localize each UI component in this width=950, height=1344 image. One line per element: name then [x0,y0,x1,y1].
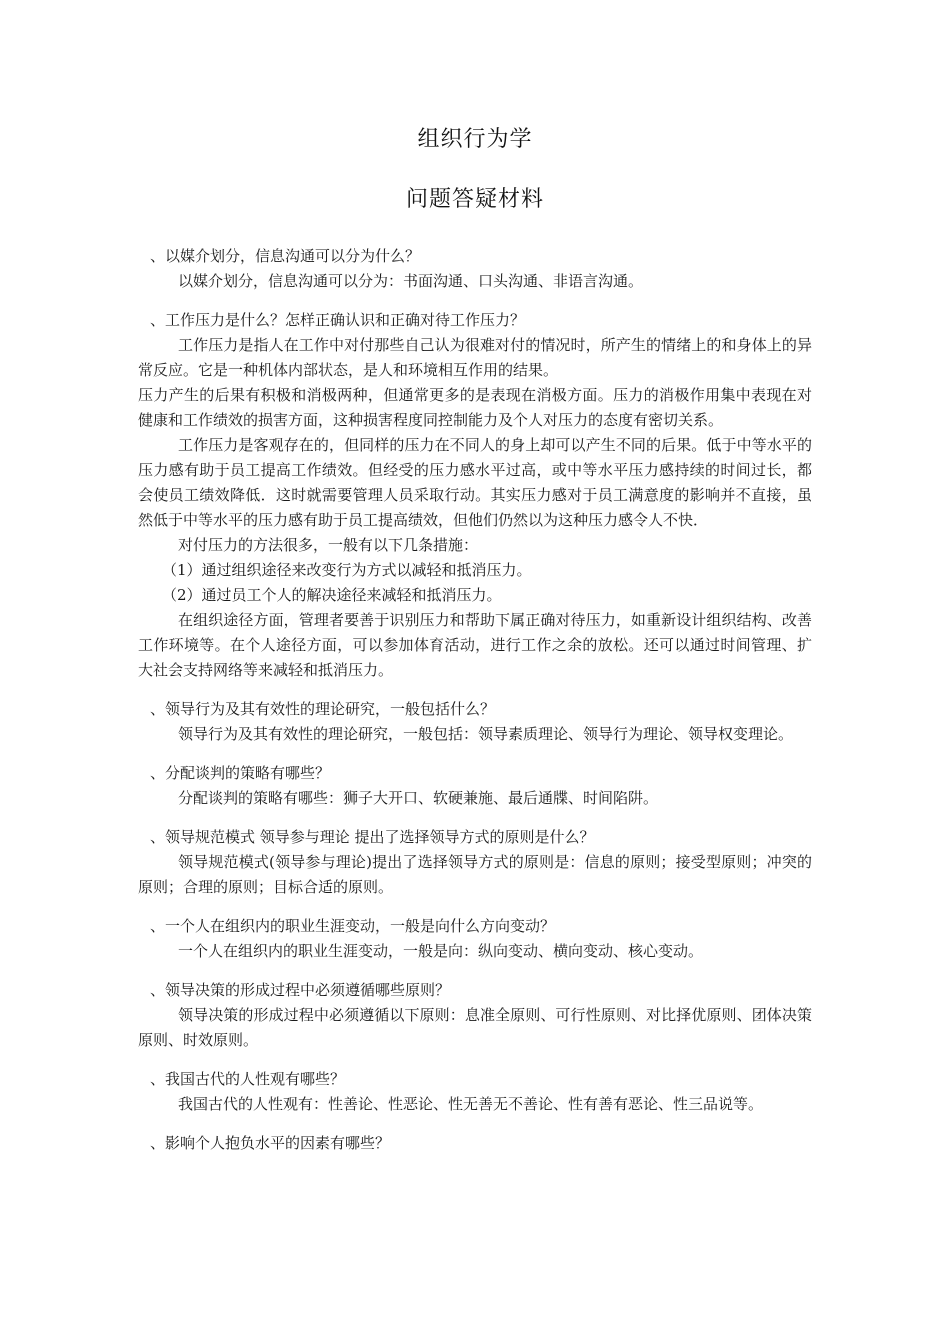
question: 、影响个人抱负水平的因素有哪些？ [150,1134,391,1152]
question: 、以媒介划分，信息沟通可以分为什么？ [150,247,421,265]
qa-item [138,914,812,964]
answer: 以媒介划分，信息沟通可以分为：书面沟通、口头沟通、非语言沟通。 [178,272,644,290]
answer: 领导决策的形成过程中必须遵循以下原则：息准全原则、可行性原则、对比择优原则、团体决策原则、时效原则。 [138,1006,812,1049]
qa-item [138,978,812,1053]
qa-item [138,697,812,747]
answer-paragraph: 工作压力是指人在工作中对付那些自己认为很难对付的情况时，所产生的情绪上的和身体上的异常反应。它是一种机体内部状态，是人和环境相互作用的结果。 [138,336,812,379]
question: 、我国古代的人性观有哪些？ [150,1070,346,1088]
question: 、分配谈判的策略有哪些？ [150,764,331,782]
answer-paragraph: 在组织途径方面，管理者要善于识别压力和帮助下属正确对待压力，如重新设计组织结构、改善工作环境等。在个人途径方面，可以参加体育活动，进行工作之余的放松。还可以通过时间管理、扩大社会支持网络等来减轻和抵消压力。 [138,611,812,679]
question: 、领导规范模式 领导参与理论 提出了选择领导方式的原则是什么？ [150,828,595,846]
question: 、领导行为及其有效性的理论研究，一般包括什么？ [150,700,496,718]
answer: 分配谈判的策略有哪些：狮子大开口、软硬兼施、最后通牒、时间陷阱。 [178,789,659,807]
list-item: （2）通过员工个人的解决途径来减轻和抵消压力。 [162,586,502,604]
question: 、一个人在组织内的职业生涯变动，一般是向什么方向变动？ [150,917,556,935]
answer: 领导行为及其有效性的理论研究，一般包括：领导素质理论、领导行为理论、领导权变理论。 [178,725,794,743]
qa-item [138,1131,812,1156]
qa-item [138,1067,812,1117]
qa-item [138,308,812,683]
qa-item [138,761,812,811]
answer-paragraph: 对付压力的方法很多，一般有以下几条措施： [178,536,479,554]
answer: 我国古代的人性观有：性善论、性恶论、性无善无不善论、性有善有恶论、性三品说等。 [178,1095,764,1113]
question: 、领导决策的形成过程中必须遵循哪些原则？ [150,981,451,999]
document-subtitle: 问题答疑材料 [405,187,544,212]
answer: 一个人在组织内的职业生涯变动，一般是向：纵向变动、横向变动、核心变动。 [178,942,704,960]
answer-paragraph: 工作压力是客观存在的，但同样的压力在不同人的身上却可以产生不同的后果。低于中等水平的压力感有助于员工提高工作绩效。但经受的压力感水平过高，或中等水平压力感持续的时间过长，都会使员工绩效降低．这时就需要管理人员采取行动。其实压力感对于员工满意度的影响并不直接，虽然低于中等水平的压力感有助于员工提高绩效，但他们仍然以为这种压力感令人不快． [138,436,812,529]
question: 、工作压力是什么？怎样正确认识和正确对待工作压力？ [150,311,526,329]
answer-paragraph: 压力产生的后果有积极和消极两种，但通常更多的是表现在消极方面。压力的消极作用集中表现在对健康和工作绩效的损害方面，这种损害程度同控制能力及个人对压力的态度有密切关系。 [138,386,812,429]
qa-item [138,825,812,900]
document-title: 组织行为学 [417,127,533,152]
qa-item [138,244,812,294]
qa-list [138,244,812,1170]
list-item: （1）通过组织途径来改变行为方式以减轻和抵消压力。 [162,561,532,579]
answer: 领导规范模式(领导参与理论)提出了选择领导方式的原则是：信息的原则；接受型原则；冲突的原则；合理的原则；目标合适的原则。 [138,853,812,896]
